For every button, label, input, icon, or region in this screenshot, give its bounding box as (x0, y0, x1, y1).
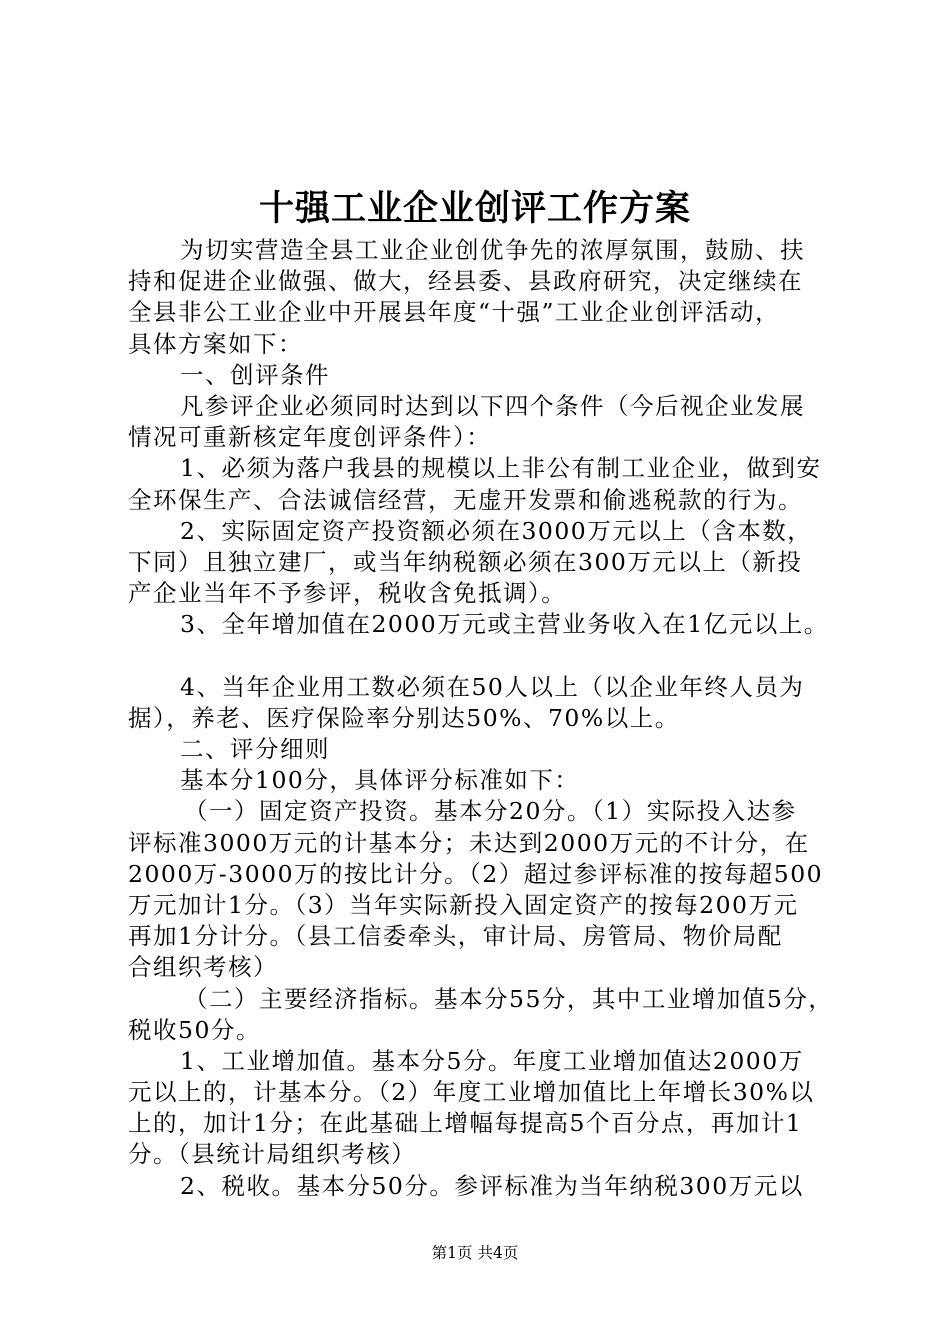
paragraph-line: 2、实际固定资产投资额必须在3000万元以上（含本数， (180, 516, 813, 545)
paragraph-line: 2000万-3000万的按比计分。（2）超过参评标准的按每超500 (128, 859, 824, 888)
paragraph-line: （一）固定资产投资。基本分20分。（1）实际投入达参 (184, 797, 797, 826)
paragraph-line: 元以上的，计基本分。（2）年度工业增加值比上年增长30%以 (128, 1078, 815, 1107)
paragraph-line: 1、工业增加值。基本分5分。年度工业增加值达2000万 (180, 1046, 804, 1075)
paragraph-line: 为切实营造全县工业企业创优争先的浓厚氛围，鼓励、扶 (180, 236, 805, 264)
paragraph-line: 下同）且独立建厂，或当年纳税额必须在300万元以上（新投 (128, 547, 803, 576)
page-footer: 第1页 共4页 (431, 1244, 519, 1262)
paragraph-line: 分。（县统计局组织考核） (128, 1140, 417, 1169)
paragraph-line: 产企业当年不予参评，税收含免抵调）。 (128, 579, 567, 608)
section-heading: 一、创评条件 (180, 360, 330, 389)
paragraph-line: 税收50分。 (128, 1015, 261, 1044)
paragraph-line: 再加1分计分。（县工信委牵头，审计局、房管局、物价局配 (128, 922, 783, 951)
paragraph-line: （二）主要经济指标。基本分55分，其中工业增加值5分， (184, 984, 834, 1013)
paragraph-line: 上的，加计1分；在此基础上增幅每提高5个百分点，再加计1 (128, 1109, 803, 1138)
paragraph-line: 凡参评企业必须同时达到以下四个条件（今后视企业发展 (180, 391, 805, 420)
paragraph-line: 基本分100分，具体评分标准如下： (180, 766, 580, 795)
document-title: 十强工业企业创评工作方案 (258, 188, 691, 229)
paragraph-line: 4、当年企业用工数必须在50人以上（以企业年终人员为 (180, 672, 805, 701)
paragraph-line: 合组织考核） (128, 953, 278, 982)
paragraph-line: 万元加计1分。（3）当年实际新投入固定资产的按每200万元 (128, 890, 799, 919)
paragraph-line: 2、税收。基本分50分。参评标准为当年纳税300万元以 (180, 1171, 804, 1200)
paragraph-line: 3、全年增加值在2000万元或主营业务收入在1亿元以上。 (180, 610, 829, 639)
section-heading: 二、评分细则 (180, 735, 330, 763)
paragraph-line: 情况可重新核定年度创评条件）： (128, 423, 492, 452)
blank-line (128, 640, 848, 671)
paragraph-line: 全环保生产、合法诚信经营，无虚开发票和偷逃税款的行为。 (128, 485, 803, 514)
paragraph-line: 具体方案如下： (128, 329, 303, 358)
paragraph-line: 评标准3000万元的计基本分；未达到2000万元的不计分，在 (128, 828, 810, 857)
paragraph-line: 1、必须为落户我县的规模以上非公有制工业企业，做到安 (180, 454, 822, 483)
paragraph-line: 持和促进企业做强、做大，经县委、县政府研究，决定继续在 (128, 267, 803, 296)
paragraph-line: 据），养老、医疗保险率分别达50%、70%以上。 (128, 703, 680, 732)
document-body (128, 235, 848, 1202)
paragraph-line: 全县非公工业企业中开展县年度“十强”工业企业创评活动， (128, 298, 781, 327)
